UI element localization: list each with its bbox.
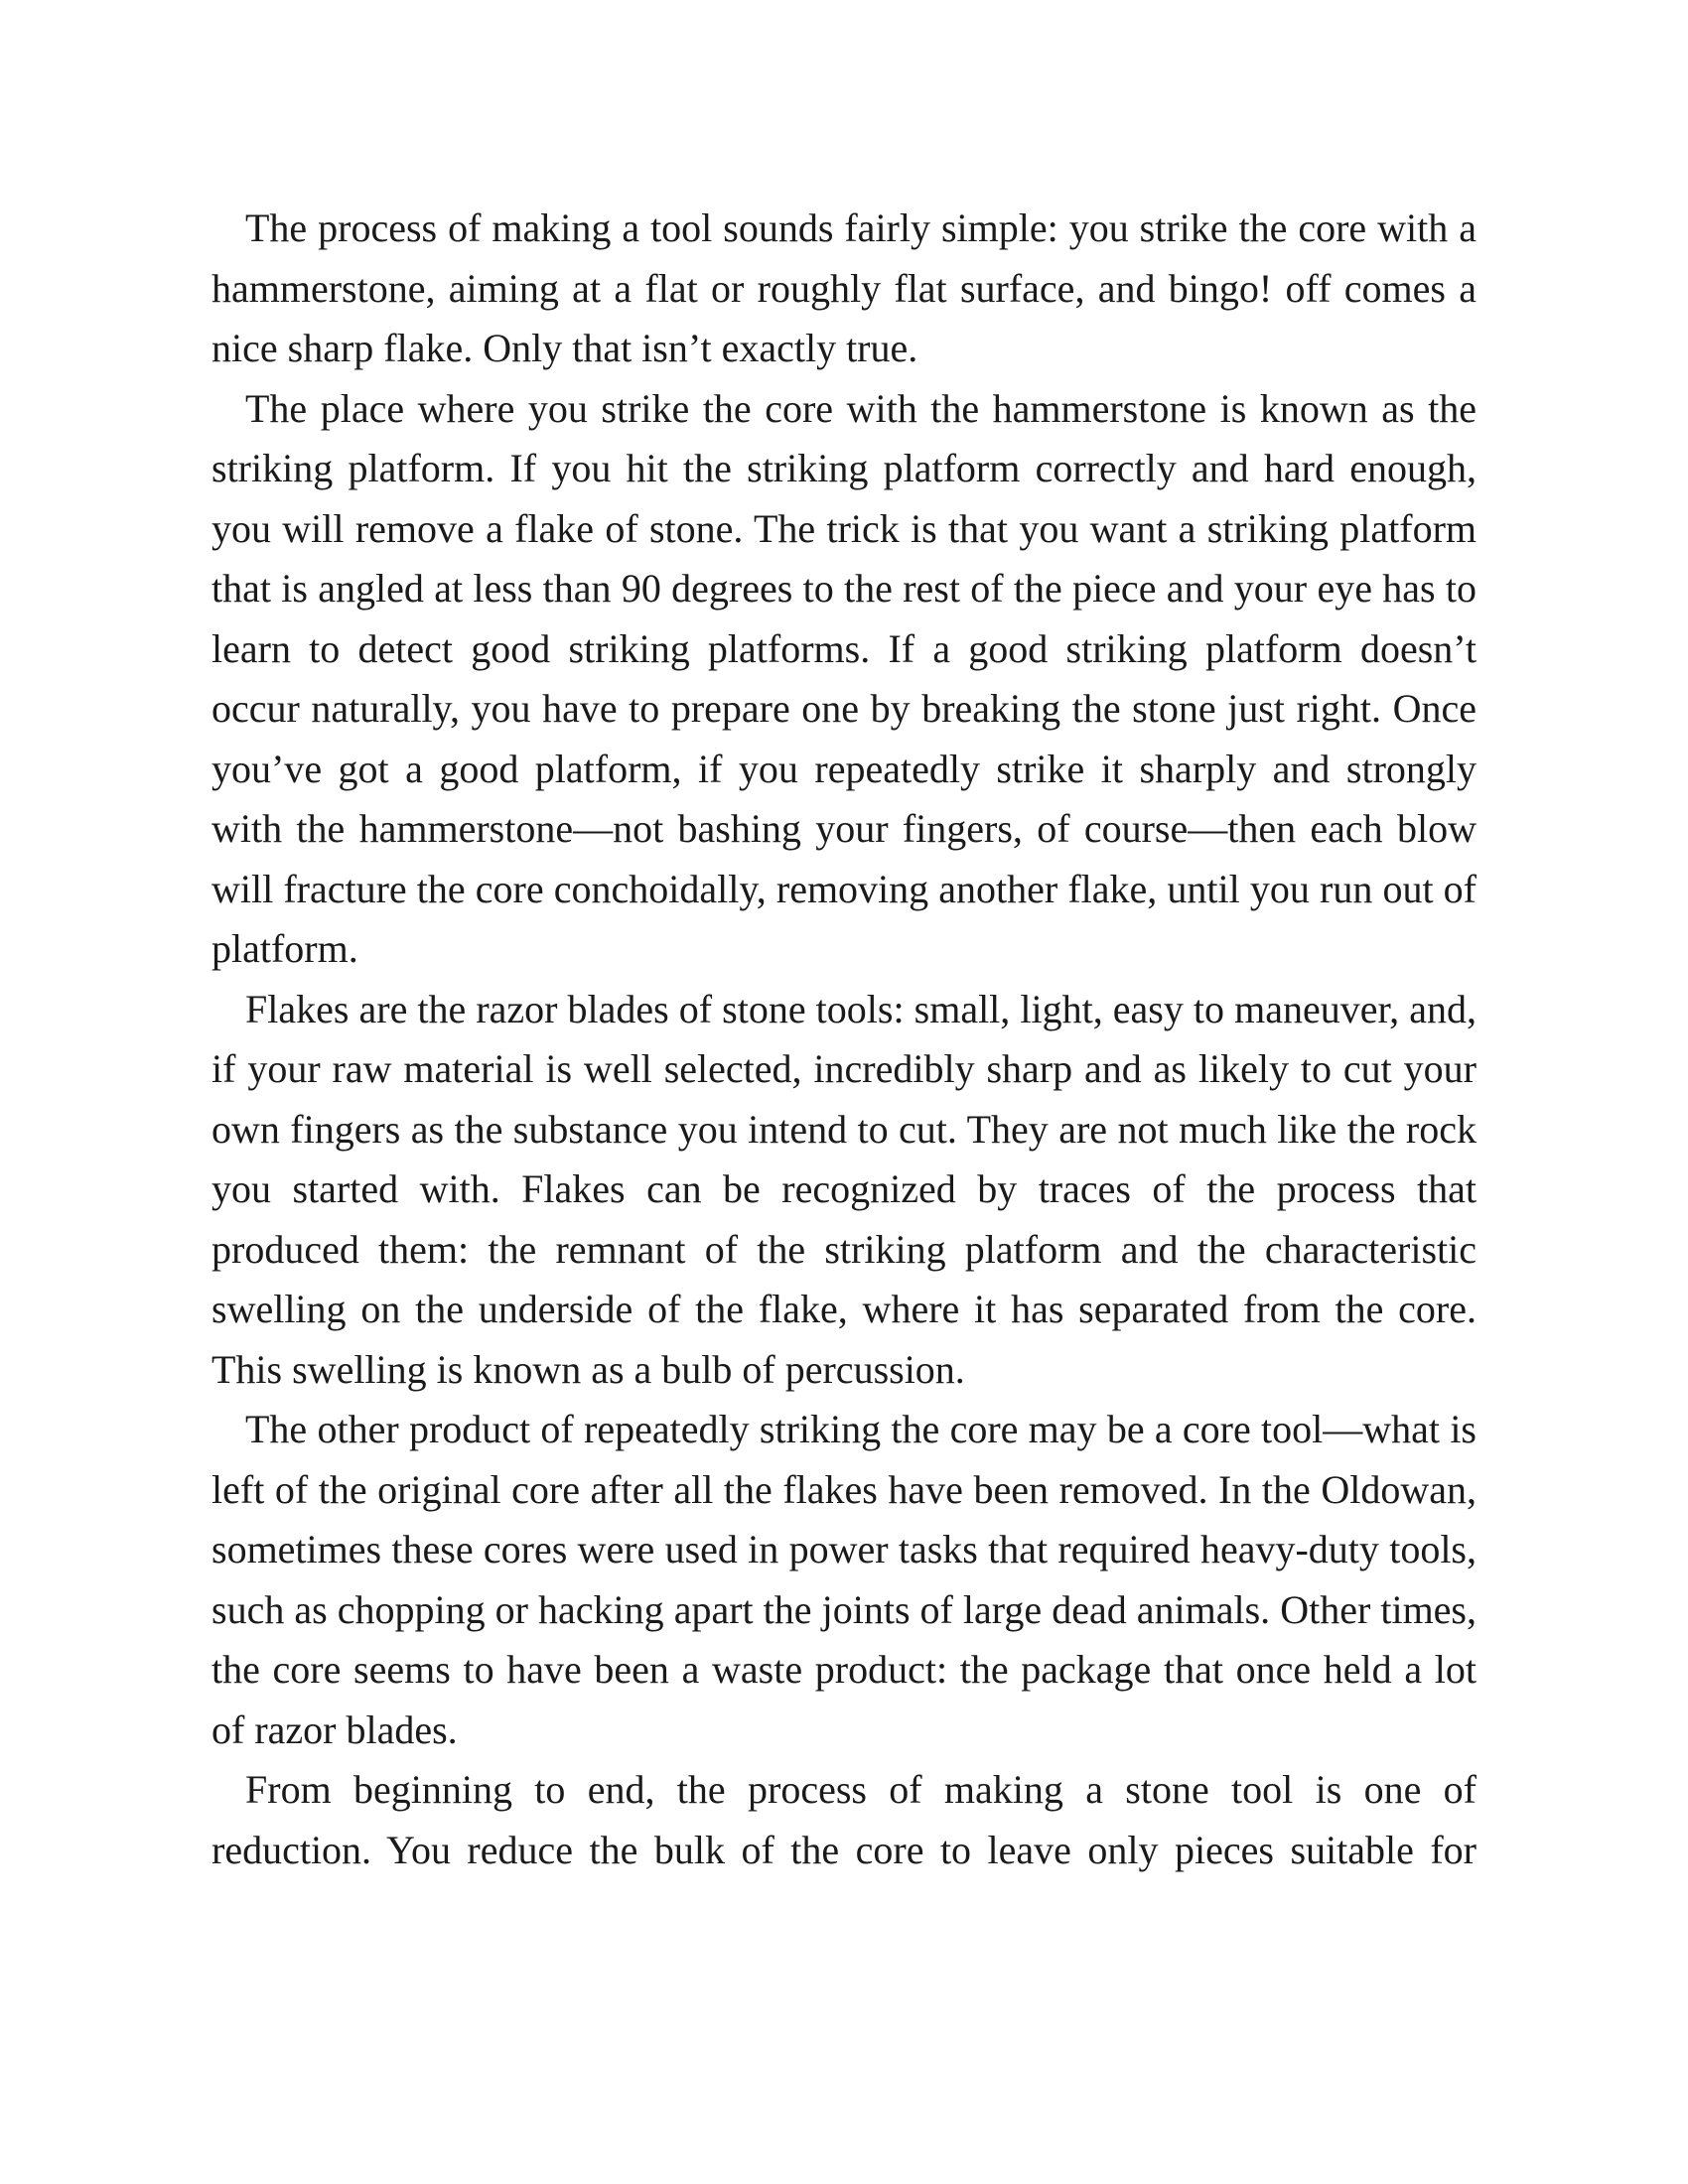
paragraph-making-a-tool: The process of making a tool sounds fairly simple: you strike the core with a hammerstone, aiming at a flat or roughly flat surface, and bingo! off comes a nice sharp flake. Only that isn’t exactly true. bbox=[211, 205, 1477, 370]
book-page-body bbox=[211, 199, 1477, 1880]
paragraph-flakes: Flakes are the razor blades of stone tools: small, light, easy to maneuver, and, if your raw material is well selected, incredibly sharp and as likely to cut your own fingers as the substance you intend to cut. They are not much like the rock you started with. Flakes can be recognized by traces of the process that produced them: the remnant of the striking platform and the characteristic swelling on the underside of the flake, where it has separated from the core. This swelling is known as a bulb of percussion. bbox=[211, 986, 1477, 1392]
paragraph-striking-platform: The place where you strike the core with the hammerstone is known as the striking platform. If you hit the striking platform correctly and hard enough, you will remove a flake of stone. The trick is that you want a striking platform that is angled at less than 90 degrees to the rest of the piece and your eye has to learn to detect good striking platforms. If a good striking platform doesn’t occur naturally, you have to prepare one by breaking the stone just right. Once you’ve got a good platform, if you repeatedly strike it sharply and strongly with the hammerstone—not bashing your fingers, of course—then each blow will fracture the core conchoidally, removing another flake, until you run out of platform. bbox=[211, 385, 1477, 971]
paragraph-reduction: From beginning to end, the process of making a stone tool is one of reduction. You reduce the bulk of the core to leave only pieces suitable for bbox=[211, 1767, 1477, 1872]
paragraph-core-tool: The other product of repeatedly striking the core may be a core tool—what is left of the original core after all the flakes have been removed. In the Oldowan, sometimes these cores were used in power tasks that required heavy-duty tools, such as chopping or hacking apart the joints of large dead animals. Other times, the core seems to have been a waste product: the package that once held a lot of razor blades. bbox=[211, 1407, 1477, 1752]
